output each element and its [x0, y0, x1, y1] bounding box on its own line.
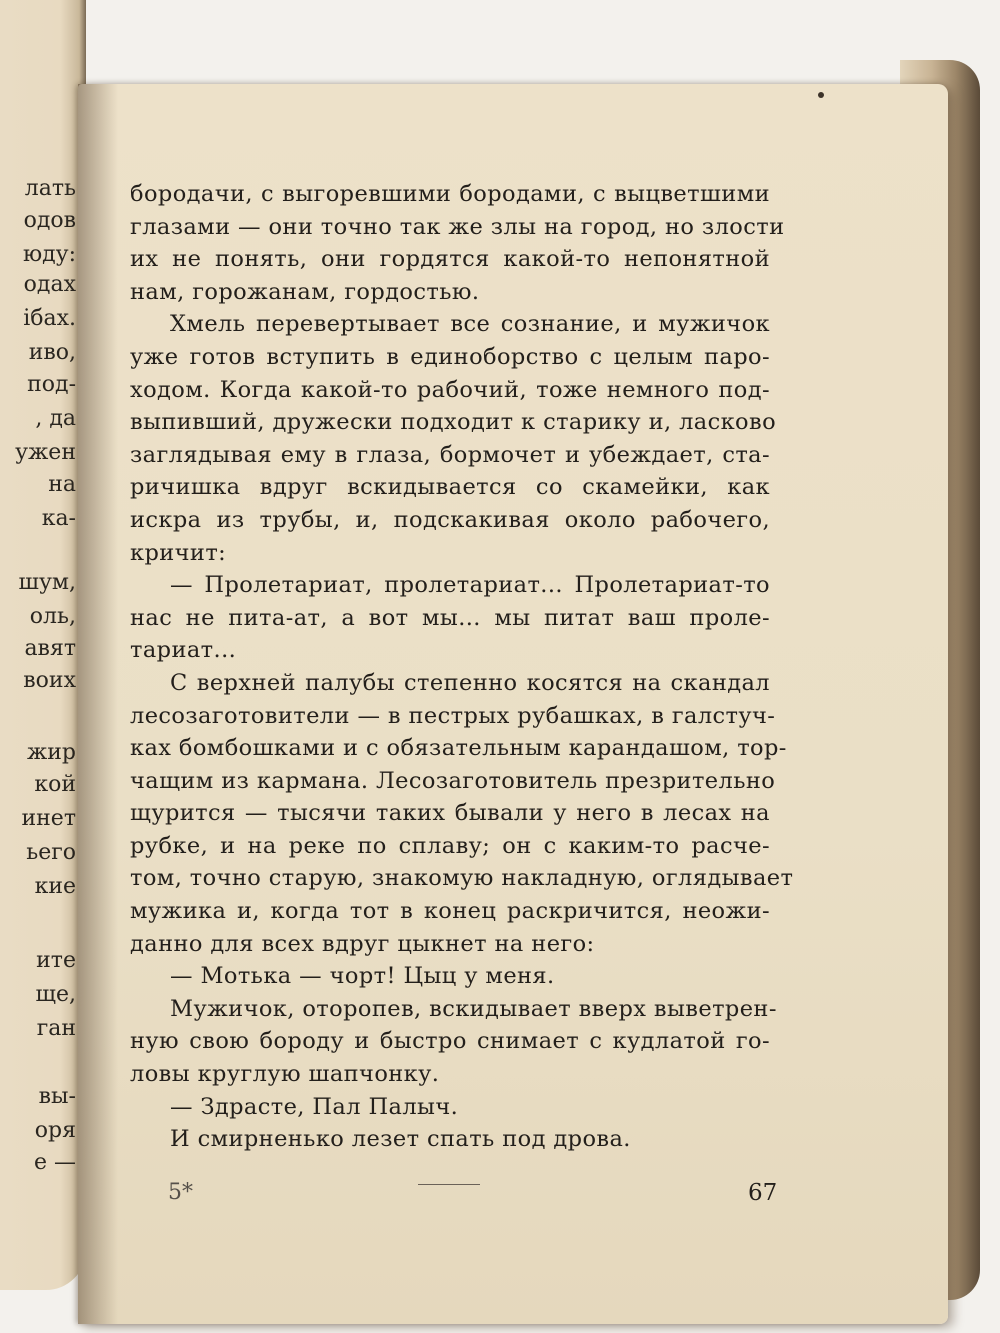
- left-page-fragment: е —: [33, 1150, 76, 1175]
- left-page-fragment: оль,: [29, 604, 76, 629]
- text-line: ках бомбошками и с обязательным карандашом, тор-: [130, 735, 787, 762]
- signature-mark: 5*: [168, 1180, 193, 1205]
- text-line: бородачи, с выгоревшими бородами, с выцветшими: [130, 181, 770, 207]
- left-page-fragment: под-: [27, 372, 76, 397]
- text-line: Хмель перевертывает все сознание, и мужичок: [170, 311, 770, 338]
- text-line: — Пролетариат, пролетариат... Пролетариат-то: [170, 572, 770, 599]
- text-line: тариат...: [130, 637, 237, 664]
- left-page-fragment: ібах.: [23, 306, 76, 331]
- text-line: том, точно старую, знакомую накладную, оглядывает: [130, 865, 794, 892]
- text-line: нас не пита-ат, а вот мы... мы питат ваш проле-: [130, 604, 770, 631]
- left-page-fragment: одов: [23, 208, 76, 233]
- left-page-fragment: инет: [21, 806, 76, 831]
- left-page-fragment: одах: [23, 272, 76, 297]
- text-line: ходом. Когда какой-то рабочий, тоже немного под-: [130, 376, 770, 403]
- text-line: их не понять, они гордятся какой-то непонятной: [130, 246, 770, 273]
- left-page-fragment: кие: [34, 874, 76, 899]
- text-line: искра из трубы, и, подскакивая около рабочего,: [130, 506, 770, 533]
- text-line: выпивший, дружески подходит к старику и, ласково: [130, 409, 777, 436]
- left-page-fragment: оря: [34, 1118, 76, 1143]
- page-number: 67: [748, 1180, 778, 1206]
- left-page-fragment: шум,: [18, 570, 76, 595]
- left-page: [0, 0, 86, 1290]
- text-line: глазами — они точно так же злы на город, но злости: [130, 213, 785, 240]
- text-line: щурится — тысячи таких бывали у него в лесах на: [130, 800, 770, 827]
- footer-rule: [418, 1184, 480, 1185]
- left-page-fragment: ьего: [26, 840, 76, 865]
- left-page-fragment: ите: [36, 948, 76, 973]
- left-page-fragment: кой: [34, 772, 76, 797]
- left-page-fragment: юду:: [22, 242, 76, 267]
- left-page-fragment: лать: [24, 176, 76, 201]
- text-line: рубке, и на реке по сплаву; он с каким-то расче-: [130, 832, 770, 859]
- text-line: ловы круглую шапчонку.: [130, 1061, 440, 1088]
- spine-shadow: [78, 84, 118, 1324]
- text-line: данно для всех вдруг цыкнет на него:: [130, 930, 595, 957]
- paper-speck: [818, 92, 824, 98]
- left-page-fragment: жир: [27, 740, 76, 765]
- left-page-fragment: , да: [35, 406, 76, 431]
- left-page-fragment: на: [48, 472, 76, 497]
- left-page-fragment: вы-: [38, 1084, 76, 1109]
- left-page-fragment: ще,: [35, 982, 76, 1007]
- left-page-fragment: ужен: [15, 440, 76, 465]
- text-line: — Здрасте, Пал Палыч.: [170, 1093, 459, 1120]
- text-line: И смирненько лезет спать под дрова.: [170, 1126, 631, 1153]
- text-line: уже готов вступить в единоборство с целым паро-: [130, 343, 770, 370]
- text-line: — Мотька — чорт! Цыц у меня.: [170, 963, 555, 990]
- left-page-fragment: иво,: [28, 340, 76, 365]
- text-line: С верхней палубы степенно косятся на скандал: [170, 669, 770, 696]
- text-line: мужика и, когда тот в конец раскричится, неожи-: [130, 898, 770, 925]
- page-text: [130, 178, 794, 1156]
- text-line: кричит:: [130, 539, 227, 566]
- text-line: ричишка вдруг вскидывается со скамейки, как: [130, 474, 770, 501]
- left-page-fragment: воих: [23, 668, 76, 693]
- text-line: нам, горожанам, гордостью.: [130, 278, 480, 305]
- left-page-fragment: авят: [24, 636, 76, 661]
- text-line: заглядывая ему в глаза, бормочет и убеждает, ста-: [130, 441, 770, 468]
- left-page-fragment: ка-: [41, 506, 76, 531]
- text-line: чащим из кармана. Лесозаготовитель презрительно: [130, 767, 776, 794]
- text-line: ную свою бороду и быстро снимает с кудлатой го-: [130, 1028, 770, 1055]
- text-line: Мужичок, оторопев, вскидывает вверх выветрен-: [170, 995, 777, 1022]
- left-page-fragment: ган: [36, 1016, 76, 1041]
- text-line: лесозаготовители — в пестрых рубашках, в галстуч-: [130, 702, 776, 729]
